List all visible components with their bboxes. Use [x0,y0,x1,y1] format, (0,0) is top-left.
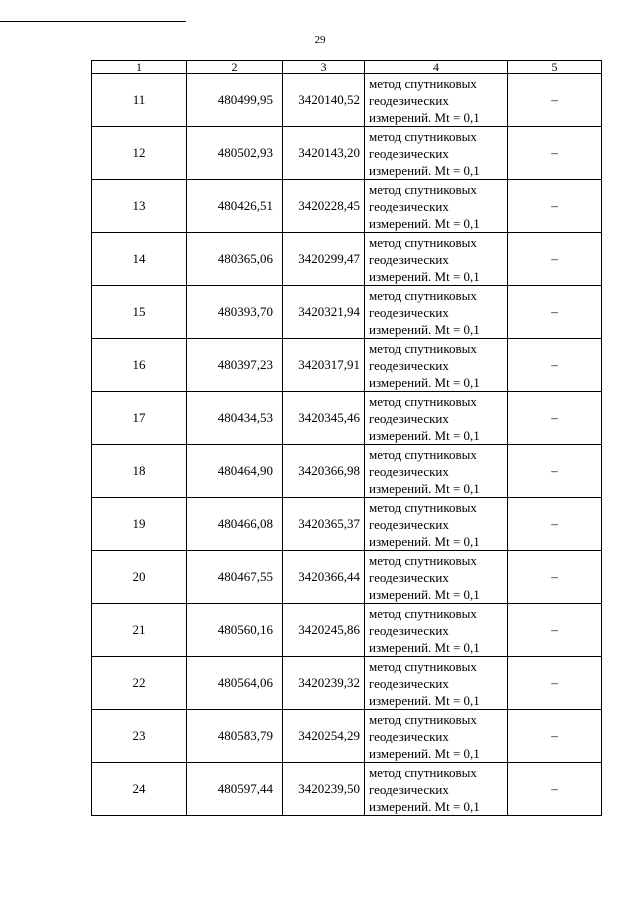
table-row [92,604,602,657]
column-header-2: 2 [187,61,283,74]
note-cell: – [508,233,602,286]
y-coordinate-cell: 3420365,37 [283,498,365,551]
x-coordinate-cell: 480467,55 [187,551,283,604]
note-cell: – [508,392,602,445]
method-cell: метод спутниковых геодезических измерений. Mt = 0,1 [365,604,508,657]
note-cell: – [508,498,602,551]
y-coordinate-cell: 3420299,47 [283,233,365,286]
method-cell: метод спутниковых геодезических измерений. Mt = 0,1 [365,286,508,339]
method-cell: метод спутниковых геодезических измерений. Mt = 0,1 [365,127,508,180]
note-cell: – [508,604,602,657]
table-row [92,127,602,180]
note-cell: – [508,180,602,233]
method-cell: метод спутниковых геодезических измерений. Mt = 0,1 [365,74,508,127]
point-number-cell: 18 [92,445,187,498]
x-coordinate-cell: 480564,06 [187,657,283,710]
point-number-cell: 15 [92,286,187,339]
table-row [92,74,602,127]
table-body [92,74,602,816]
column-header-3: 3 [283,61,365,74]
x-coordinate-cell: 480397,23 [187,339,283,392]
table-row [92,339,602,392]
y-coordinate-cell: 3420239,50 [283,763,365,816]
method-cell: метод спутниковых геодезических измерений. Mt = 0,1 [365,710,508,763]
point-number-cell: 16 [92,339,187,392]
x-coordinate-cell: 480560,16 [187,604,283,657]
note-cell: – [508,339,602,392]
table-row [92,657,602,710]
y-coordinate-cell: 3420254,29 [283,710,365,763]
x-coordinate-cell: 480466,08 [187,498,283,551]
column-header-5: 5 [508,61,602,74]
x-coordinate-cell: 480365,06 [187,233,283,286]
method-cell: метод спутниковых геодезических измерений. Mt = 0,1 [365,339,508,392]
method-cell: метод спутниковых геодезических измерений. Mt = 0,1 [365,763,508,816]
note-cell: – [508,551,602,604]
method-cell: метод спутниковых геодезических измерений. Mt = 0,1 [365,445,508,498]
x-coordinate-cell: 480434,53 [187,392,283,445]
coordinates-table [91,60,602,816]
method-cell: метод спутниковых геодезических измерений. Mt = 0,1 [365,551,508,604]
point-number-cell: 11 [92,74,187,127]
y-coordinate-cell: 3420317,91 [283,339,365,392]
x-coordinate-cell: 480499,95 [187,74,283,127]
note-cell: – [508,445,602,498]
y-coordinate-cell: 3420239,32 [283,657,365,710]
y-coordinate-cell: 3420228,45 [283,180,365,233]
point-number-cell: 14 [92,233,187,286]
table-row [92,233,602,286]
column-header-4: 4 [365,61,508,74]
x-coordinate-cell: 480393,70 [187,286,283,339]
method-cell: метод спутниковых геодезических измерений. Mt = 0,1 [365,657,508,710]
note-cell: – [508,657,602,710]
point-number-cell: 13 [92,180,187,233]
x-coordinate-cell: 480502,93 [187,127,283,180]
note-cell: – [508,74,602,127]
table-row [92,710,602,763]
x-coordinate-cell: 480583,79 [187,710,283,763]
top-rule [0,21,186,22]
page-number: 29 [314,34,326,46]
x-coordinate-cell: 480464,90 [187,445,283,498]
point-number-cell: 23 [92,710,187,763]
table-row [92,286,602,339]
point-number-cell: 24 [92,763,187,816]
point-number-cell: 20 [92,551,187,604]
y-coordinate-cell: 3420345,46 [283,392,365,445]
table-row [92,498,602,551]
point-number-cell: 22 [92,657,187,710]
y-coordinate-cell: 3420140,52 [283,74,365,127]
y-coordinate-cell: 3420366,98 [283,445,365,498]
table-row [92,180,602,233]
point-number-cell: 21 [92,604,187,657]
method-cell: метод спутниковых геодезических измерений. Mt = 0,1 [365,498,508,551]
table-row [92,392,602,445]
table-row [92,445,602,498]
point-number-cell: 17 [92,392,187,445]
y-coordinate-cell: 3420366,44 [283,551,365,604]
x-coordinate-cell: 480597,44 [187,763,283,816]
x-coordinate-cell: 480426,51 [187,180,283,233]
y-coordinate-cell: 3420245,86 [283,604,365,657]
point-number-cell: 12 [92,127,187,180]
method-cell: метод спутниковых геодезических измерений. Mt = 0,1 [365,180,508,233]
table-header-row [92,61,602,74]
y-coordinate-cell: 3420321,94 [283,286,365,339]
note-cell: – [508,127,602,180]
method-cell: метод спутниковых геодезических измерений. Mt = 0,1 [365,392,508,445]
column-header-1: 1 [92,61,187,74]
method-cell: метод спутниковых геодезических измерений. Mt = 0,1 [365,233,508,286]
y-coordinate-cell: 3420143,20 [283,127,365,180]
table-row [92,763,602,816]
note-cell: – [508,286,602,339]
note-cell: – [508,710,602,763]
point-number-cell: 19 [92,498,187,551]
note-cell: – [508,763,602,816]
table-row [92,551,602,604]
